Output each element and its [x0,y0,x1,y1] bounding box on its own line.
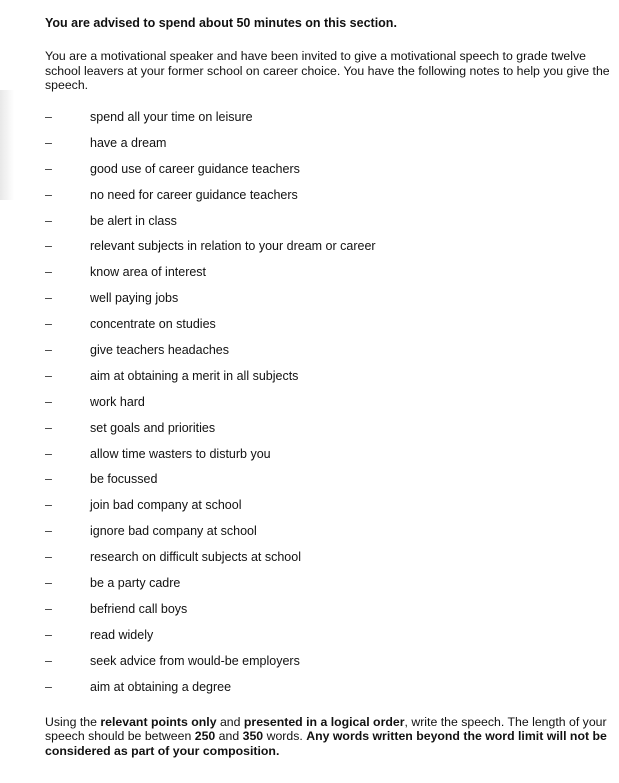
note-item [0,367,619,393]
note-text: relevant subjects in relation to your dream or career [90,239,376,254]
instructions-bold-min-words: 250 [194,729,216,744]
note-item [0,600,619,626]
note-text: no need for career guidance teachers [90,187,298,202]
note-text: well paying jobs [90,291,179,306]
note-dash: – [45,265,52,280]
note-item [0,134,619,160]
note-text: join bad company at school [90,498,242,513]
note-item [0,160,619,186]
note-text: give teachers headaches [90,343,229,358]
note-dash: – [45,394,52,409]
note-dash: – [45,524,52,539]
note-item [0,186,619,212]
note-item [0,496,619,522]
note-text: aim at obtaining a degree [90,679,232,694]
note-item [0,108,619,134]
note-dash: – [45,291,52,306]
time-advice: You are advised to spend about 50 minutes on this section. [45,16,397,30]
note-item [0,393,619,419]
note-dash: – [45,368,52,383]
note-text: research on difficult subjects at school [90,550,301,565]
note-text: good use of career guidance teachers [90,161,300,176]
task-intro: You are a motivational speaker and have been invited to give a motivational speech to grade twelve school leavers at your former school on career choice. You have the following notes to help you give the speech. [45,49,610,92]
note-item [0,315,619,341]
task-instructions [45,715,615,758]
note-item [0,341,619,367]
note-item [0,548,619,574]
note-text: read widely [90,627,154,642]
note-text: ignore bad company at school [90,524,257,539]
note-dash: – [45,472,52,487]
note-text: work hard [90,394,145,409]
instructions-text-1: Using the [45,715,101,729]
note-item [0,522,619,548]
note-item [0,289,619,315]
note-text: allow time wasters to disturb you [90,446,271,461]
note-item [0,419,619,445]
instructions-text-5: words. [263,729,307,744]
note-dash: – [45,343,52,358]
instructions-bold-max-words: 350 [242,729,264,744]
note-dash: – [45,135,52,150]
note-text: concentrate on studies [90,317,216,332]
note-text: know area of interest [90,265,207,280]
note-item [0,263,619,289]
note-item [0,237,619,263]
note-text: be alert in class [90,213,177,228]
note-dash: – [45,653,52,668]
note-item [0,212,619,238]
note-dash: – [45,110,52,124]
note-dash: – [45,213,52,228]
instructions-bold-logical: presented in a logical order [243,715,405,729]
instructions-text-2: and [216,715,244,729]
note-text: set goals and priorities [90,420,216,435]
instructions-bold-relevant: relevant points only [100,715,217,729]
note-text: be a party cadre [90,576,181,591]
note-text: have a dream [90,135,167,150]
note-text: seek advice from would-be employers [90,653,300,668]
note-dash: – [45,420,52,435]
note-dash: – [45,498,52,513]
notes-list [0,108,619,703]
instructions-text-3: , write the speech. The length of your speech should be between [45,715,607,744]
note-text: spend all your time on leisure [90,110,253,124]
note-dash: – [45,679,52,694]
note-item [0,574,619,600]
note-dash: – [45,601,52,616]
note-item [0,652,619,678]
note-dash: – [45,161,52,176]
note-dash: – [45,576,52,591]
note-item [0,445,619,471]
instructions-bold-warning: Any words written beyond the word limit will not be considered as part of your composition. [45,729,607,758]
note-dash: – [45,550,52,565]
note-dash: – [45,627,52,642]
note-dash: – [45,446,52,461]
note-text: be focussed [90,472,158,487]
note-text: aim at obtaining a merit in all subjects [90,368,299,383]
note-item [0,626,619,652]
note-dash: – [45,187,52,202]
note-dash: – [45,317,52,332]
note-dash: – [45,239,52,254]
instructions-text-4: and [215,729,243,744]
note-item [0,678,619,704]
note-text: befriend call boys [90,601,188,616]
note-item [0,470,619,496]
